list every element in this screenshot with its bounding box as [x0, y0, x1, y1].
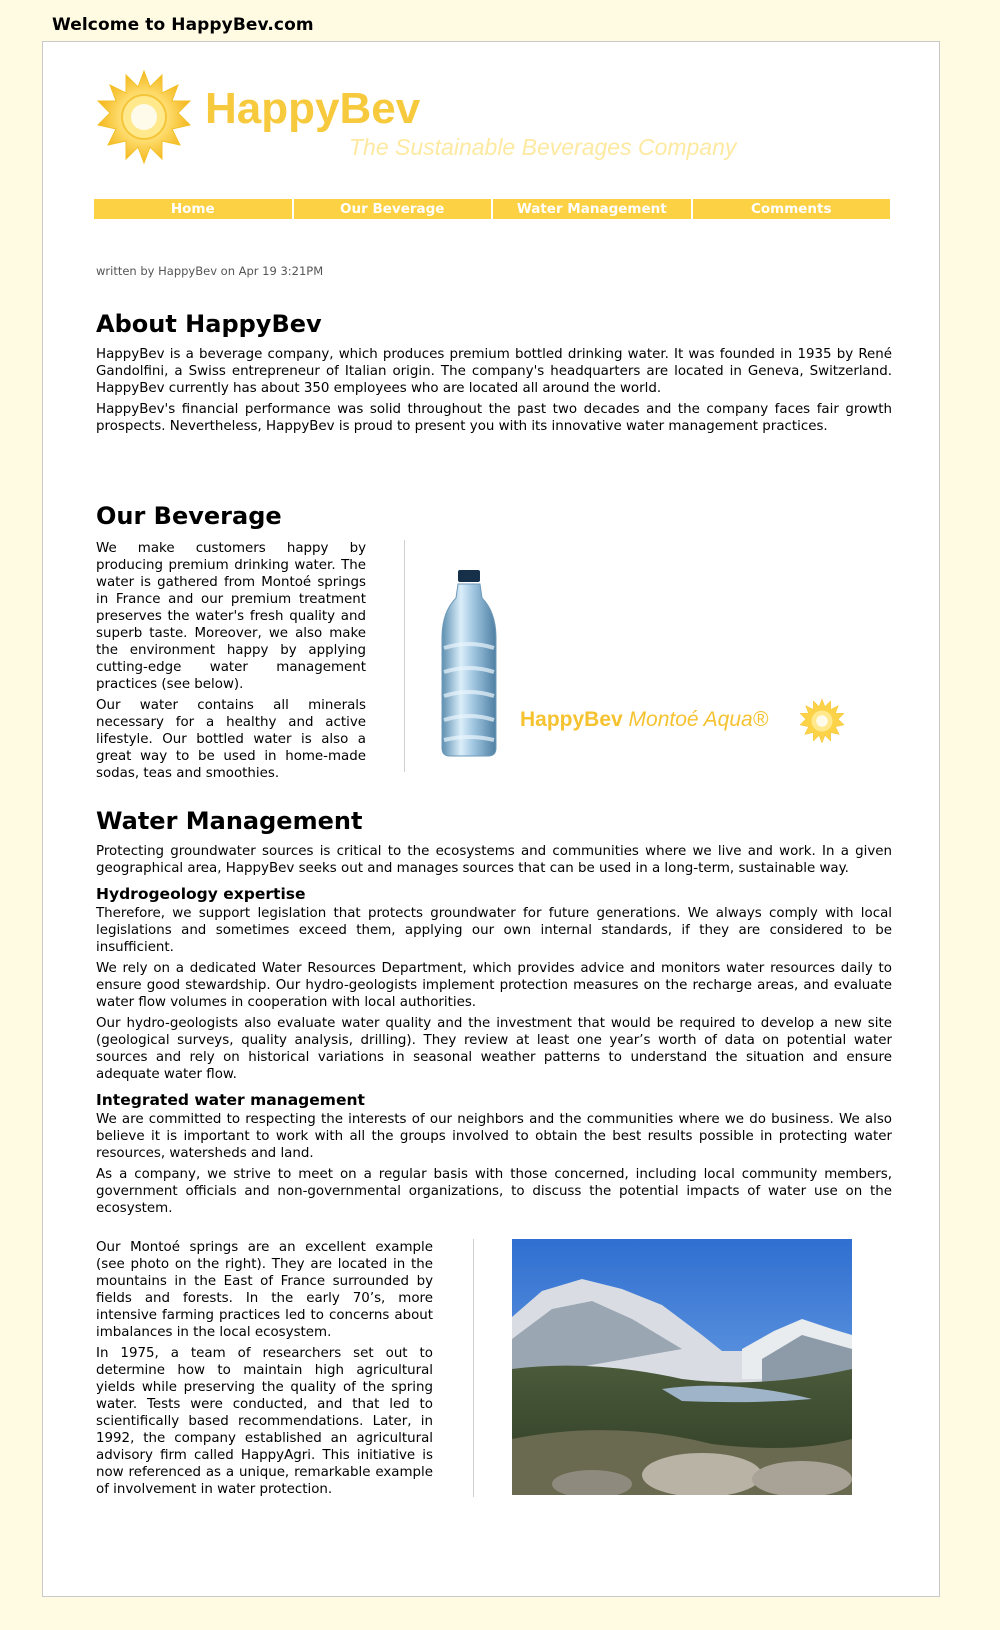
integrated-paragraph-1: We are committed to respecting the interests of our neighbors and the communities where we do business. We also believe it is important to work with all the groups involved to obtain the best results possible in protecting water resources, watersheds and land.: [96, 1112, 892, 1161]
beverage-paragraph-1: We make customers happy by producing premium drinking water. The water is gathered from Montoé springs in France and our premium treatment preserves the water's fresh quality and superb taste. Moreover, we also make the environment happy by applying cutting-edge water management practices (see below).: [96, 541, 366, 692]
springs-column-divider: [473, 1239, 474, 1497]
nav-water-management[interactable]: Water Management: [493, 199, 691, 219]
section-water-management: [96, 807, 892, 1497]
mountain-photo: [512, 1239, 852, 1495]
springs-paragraph-1: Our Montoé springs are an excellent example (see photo on the right). They are located in the mountains in the East of France surrounded by fields and forests. In the early 70’s, more intensive farming practices led to concerns about imbalances in the local ecosystem.: [96, 1240, 433, 1340]
beverage-heading: Our Beverage: [96, 502, 282, 530]
logo[interactable]: [96, 69, 796, 169]
brand-name: HappyBev: [205, 84, 421, 133]
beverage-paragraph-2: Our water contains all minerals necessary for a healthy and active lifestyle. Our bottled water is also a great way to be used in home-made sodas, teas and smoothies.: [96, 698, 366, 781]
water-heading: Water Management: [96, 807, 363, 835]
nav-home[interactable]: Home: [94, 199, 292, 219]
window-title: Welcome to HappyBev.com: [52, 15, 314, 35]
post-byline: written by HappyBev on Apr 19 3:21PM: [96, 264, 324, 278]
page-container: [42, 41, 940, 1597]
hydro-paragraph-1: Therefore, we support legislation that protects groundwater for future generations. We always comply with local legislations and sometimes exceed them, applying our own internal standards, if they are considered to be insufficient.: [96, 906, 892, 955]
water-intro: Protecting groundwater sources is critical to the ecosystems and communities where we live and work. In a given geographical area, HappyBev seeks out and manages sources that can be used in a long-term, sustainable way.: [96, 844, 892, 876]
column-divider: [404, 540, 405, 772]
integrated-paragraph-2: As a company, we strive to meet on a regular basis with those concerned, including local community members, government officials and non-governmental organizations, to discuss the potential impacts of water use on the ecosystem.: [96, 1167, 892, 1216]
nav-comments[interactable]: Comments: [693, 199, 891, 219]
product-name: Montoé Aqua®: [628, 708, 769, 731]
hydro-paragraph-2: We rely on a dedicated Water Resources Department, which provides advice and monitors water resources daily to ensure good stewardship. Our hydro-geologists implement protection measures on the recharge areas, and evaluate water flow volumes in cooperation with local authorities.: [96, 961, 892, 1010]
about-heading: About HappyBev: [96, 310, 322, 338]
hydro-paragraph-3: Our hydro-geologists also evaluate water quality and the investment that would be required to develop a new site (geological surveys, quality analysis, drilling). They review at least one year’s worth of data on potential water sources and rely on historical variations in seasonal weather patterns to understand the situation and ensure adequate water flow.: [96, 1016, 892, 1082]
main-nav: [94, 199, 890, 219]
product-brand: HappyBev: [520, 708, 623, 731]
hydrogeology-heading: Hydrogeology expertise: [96, 885, 306, 903]
springs-paragraph-2: In 1975, a team of researchers set out to determine how to maintain high agricultural yields while preserving the quality of the spring water. Tests were conducted, and that led to scientifically based recommendations. Later, in 1992, the company established an agricultural advisory firm called HappyAgri. This initiative is now referenced as a unique, remarkable example of involvement in water protection.: [96, 1346, 433, 1497]
water-bottle-image: [434, 568, 504, 758]
sun-small-icon: [799, 698, 845, 744]
about-paragraph-2: HappyBev's financial performance was solid throughout the past two decades and the company faces fair growth prospects. Nevertheless, HappyBev is proud to present you with its innovative water management practices.: [96, 402, 892, 434]
about-paragraph-1: HappyBev is a beverage company, which produces premium bottled drinking water. It was founded in 1935 by René Gandolfini, a Swiss entrepreneur of Italian origin. The company's headquarters are located in Geneva, Switzerland. HappyBev currently has about 350 employees who are located all around the world.: [96, 347, 892, 396]
section-about: [96, 310, 892, 435]
sun-logo-icon: [96, 69, 192, 165]
section-beverage: [96, 502, 892, 781]
integrated-heading: Integrated water management: [96, 1091, 365, 1109]
product-tagline: [520, 708, 768, 732]
brand-tagline: The Sustainable Beverages Company: [349, 134, 737, 160]
nav-our-beverage[interactable]: Our Beverage: [294, 199, 492, 219]
